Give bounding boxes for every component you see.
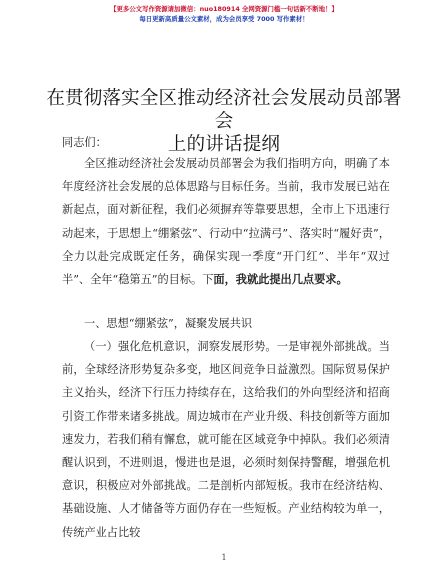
page-number: 1 bbox=[221, 553, 227, 562]
body-paragraph-1: （一）强化危机意识，洞察发展形势。一是审视外部挑战。当前，全球经济形势复杂多变，地区间竞争日益激烈。国际贸易保护主义抬头，经济下行压力持续存在，这给我们的外向型经济和招商引资工作带来诸多挑战。周边城市在产业升级、科技创新等方面加速发力，若我们稍有懈怠，就可能在区域竞争中掉队。我们必须清醒认识到，不进则退，慢进也是退，必须时刻保持警醒，增强危机意识，积极应对外部挑战。二是剖析内部短板。我市在经济结构、基础设施、人才储备等方面仍存在一些短板。产业结构较为单一，传统产业占比较 bbox=[62, 340, 390, 539]
intro-paragraph bbox=[62, 152, 390, 291]
promo-banner-line-2: 每日更新高质量公文素材，成为会员享受 7000 写作素材！ bbox=[139, 15, 309, 23]
section-heading-1: 一、思想“绷紧弦”，凝聚发展共识 bbox=[84, 317, 253, 330]
greeting: 同志们： bbox=[62, 136, 107, 149]
promo-banner-line-1: 【更多公文写作资源请加微信：nuo180914 全网资源门槛一句话新不断地！】 bbox=[110, 5, 338, 13]
document-title-line-1: 在贯彻落实全区推动经济社会发展动员部署会 bbox=[46, 88, 402, 132]
intro-paragraph-text: 全区推动经济社会发展动员部署会为我们指明方向，明确了本年度经济社会发展的总体思路与目标任务。当前，我市发展已站在新起点，面对新征程，我们必须摒弃等靠要思想，全市上下迅速行动起来，于思想上“绷紧弦”、行动中“拉满弓”、落实时“履好责”，全力以赴完成既定任务，确保实现一季度“开门红”、半年“双过半”、全年“稳第五”的目标。下 bbox=[62, 157, 390, 287]
document-title-line-2: 上的讲话提纲 bbox=[167, 134, 281, 155]
promo-banner bbox=[0, 4, 448, 24]
intro-paragraph-bold-text: 面，我就此提出几点要求。 bbox=[213, 272, 348, 287]
